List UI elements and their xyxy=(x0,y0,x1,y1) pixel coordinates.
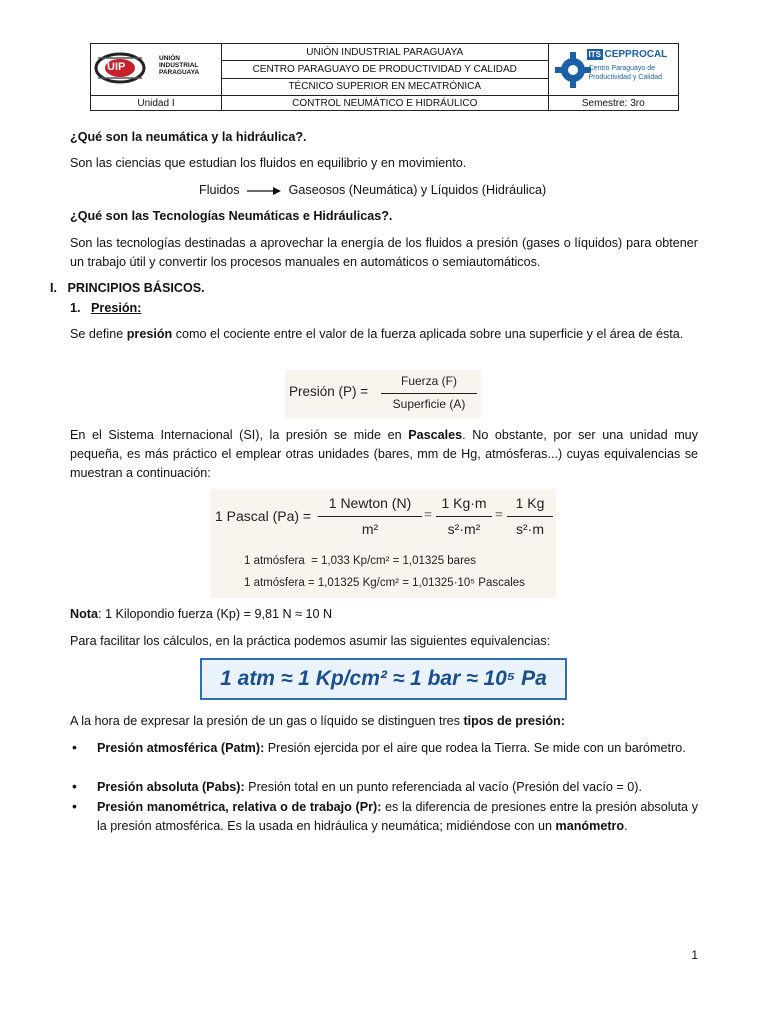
formula2-den2: s²·m² xyxy=(447,521,481,537)
formula2-den3: s²·m xyxy=(516,521,544,537)
bullet-gauge: Presión manométrica, relativa o de trabajo (Pr): es la diferencia de presiones entre la presión absoluta y la presión atmosférica. Es la usada en hidráulica y neumática; midiéndose con un manómetro. xyxy=(97,800,698,833)
formula2-line1: 1 atmósfera = 1,033 Kp/cm² = 1,01325 bares xyxy=(244,555,477,567)
header-unit: Unidad I xyxy=(91,96,222,111)
formula1-denominator: Superficie (A) xyxy=(392,397,466,411)
cepprocal-name: CEPPROCAL xyxy=(604,49,668,60)
bullet-absolute: Presión absoluta (Pabs): Presión total en un punto referenciada al vacío (Presión del vacío = 0). xyxy=(97,780,642,794)
cepprocal-sub1: Centro Paraguayo de xyxy=(588,65,656,72)
note: Nota: 1 Kilopondio fuerza (Kp) = 9,81 N ≈ 10 N xyxy=(70,607,333,621)
fluids-line xyxy=(199,181,699,200)
bullet-icon: • xyxy=(72,778,77,794)
subsection-heading xyxy=(70,299,698,318)
answer-1: Son las ciencias que estudian los fluidos en equilibrio y en movimiento. xyxy=(70,156,467,170)
uip-logo xyxy=(91,44,222,96)
page-number: 1 xyxy=(691,948,698,962)
formula2-line2: 1 atmósfera = 1,01325 Kg/cm² = 1,01325·10⁵ Pascales xyxy=(244,577,525,589)
bullet-icon: • xyxy=(72,798,77,814)
uip-logo-line2: INDUSTRIAL xyxy=(159,62,199,69)
uip-logo-line1: UNIÓN xyxy=(159,55,180,62)
pressure-definition: Se define presión como el cociente entre el valor de la fuerza aplicada sobre una superficie y el área de ésta. xyxy=(70,327,684,341)
header-program: TÉCNICO SUPERIOR EN MECATRÓNICA xyxy=(221,78,548,95)
subsection-number: 1. xyxy=(70,301,81,315)
gear-icon xyxy=(555,48,591,92)
fluids-left: Fluidos xyxy=(199,183,240,197)
header-table xyxy=(90,43,679,111)
pressure-types-intro: A la hora de expresar la presión de un gas o líquido se distinguen tres tipos de presión: xyxy=(70,714,565,728)
uip-logo-line3: PARAGUAYA xyxy=(159,69,200,76)
header-org: UNIÓN INDUSTRIAL PARAGUAYA xyxy=(221,44,548,61)
bullet-atmospheric: Presión atmosférica (Patm): Presión ejercida por el aire que rodea la Tierra. Se mide con un barómetro. xyxy=(97,741,686,755)
answer-2: Son las tecnologías destinadas a aprovechar la energía de los fluidos a presión (gases o líquidos) para obtener un trabajo útil y convertir los procesos manuales en automáticos o semiautomáticos. xyxy=(70,236,698,269)
header-center: CENTRO PARAGUAYO DE PRODUCTIVIDAD Y CALIDAD xyxy=(221,61,548,78)
equivalence-box xyxy=(200,658,567,700)
header-semester: Semestre: 3ro xyxy=(548,96,679,111)
cepprocal-logo xyxy=(548,44,679,96)
formula1-lhs: Presión (P) = xyxy=(289,384,369,399)
fluids-right: Gaseosos (Neumática) y Líquidos (Hidráulica) xyxy=(288,183,547,197)
question-2: ¿Qué son las Tecnologías Neumáticas e Hidráulicas?. xyxy=(70,209,393,223)
question-1: ¿Qué son la neumática y la hidráulica?. xyxy=(70,130,307,144)
equals-sign: = xyxy=(495,508,503,523)
cepprocal-sub2: Productividad y Calidad xyxy=(588,74,663,81)
equals-sign: = xyxy=(424,508,432,523)
section-heading: I. PRINCIPIOS BÁSICOS. xyxy=(50,281,205,295)
practical-equivalences-intro: Para facilitar los cálculos, en la práctica podemos asumir las siguientes equivalencias: xyxy=(70,634,551,648)
formula2-num3: 1 Kg xyxy=(515,495,545,511)
formula1-numerator: Fuerza (F) xyxy=(400,374,457,388)
arrow-right-icon xyxy=(247,186,281,196)
si-paragraph: En el Sistema Internacional (SI), la presión se mide en Pascales. No obstante, por ser una unidad muy pequeña, es más práctico el emplear otras unidades (bares, mm de Hg, atmósferas...) cuyas equivalencias se muestran a continuación: xyxy=(70,428,698,480)
pressure-formula xyxy=(285,370,481,418)
formula2-den1: m² xyxy=(361,521,379,537)
its-badge: ITS xyxy=(588,50,601,59)
formula2-lhs: 1 Pascal (Pa) = xyxy=(215,508,312,524)
formula2-num2: 1 Kg·m xyxy=(441,495,487,511)
header-subject: CONTROL NEUMÁTICO E HIDRÁULICO xyxy=(221,96,548,111)
bullet-icon: • xyxy=(72,739,77,755)
pascal-formula xyxy=(210,489,556,598)
subsection-title: Presión: xyxy=(91,301,142,315)
uip-logo-mark: UIP xyxy=(107,61,126,73)
formula2-num1: 1 Newton (N) xyxy=(328,495,412,511)
equivalence-text: 1 atm ≈ 1 Kp/cm² ≈ 1 bar ≈ 10⁵ Pa xyxy=(220,667,547,690)
